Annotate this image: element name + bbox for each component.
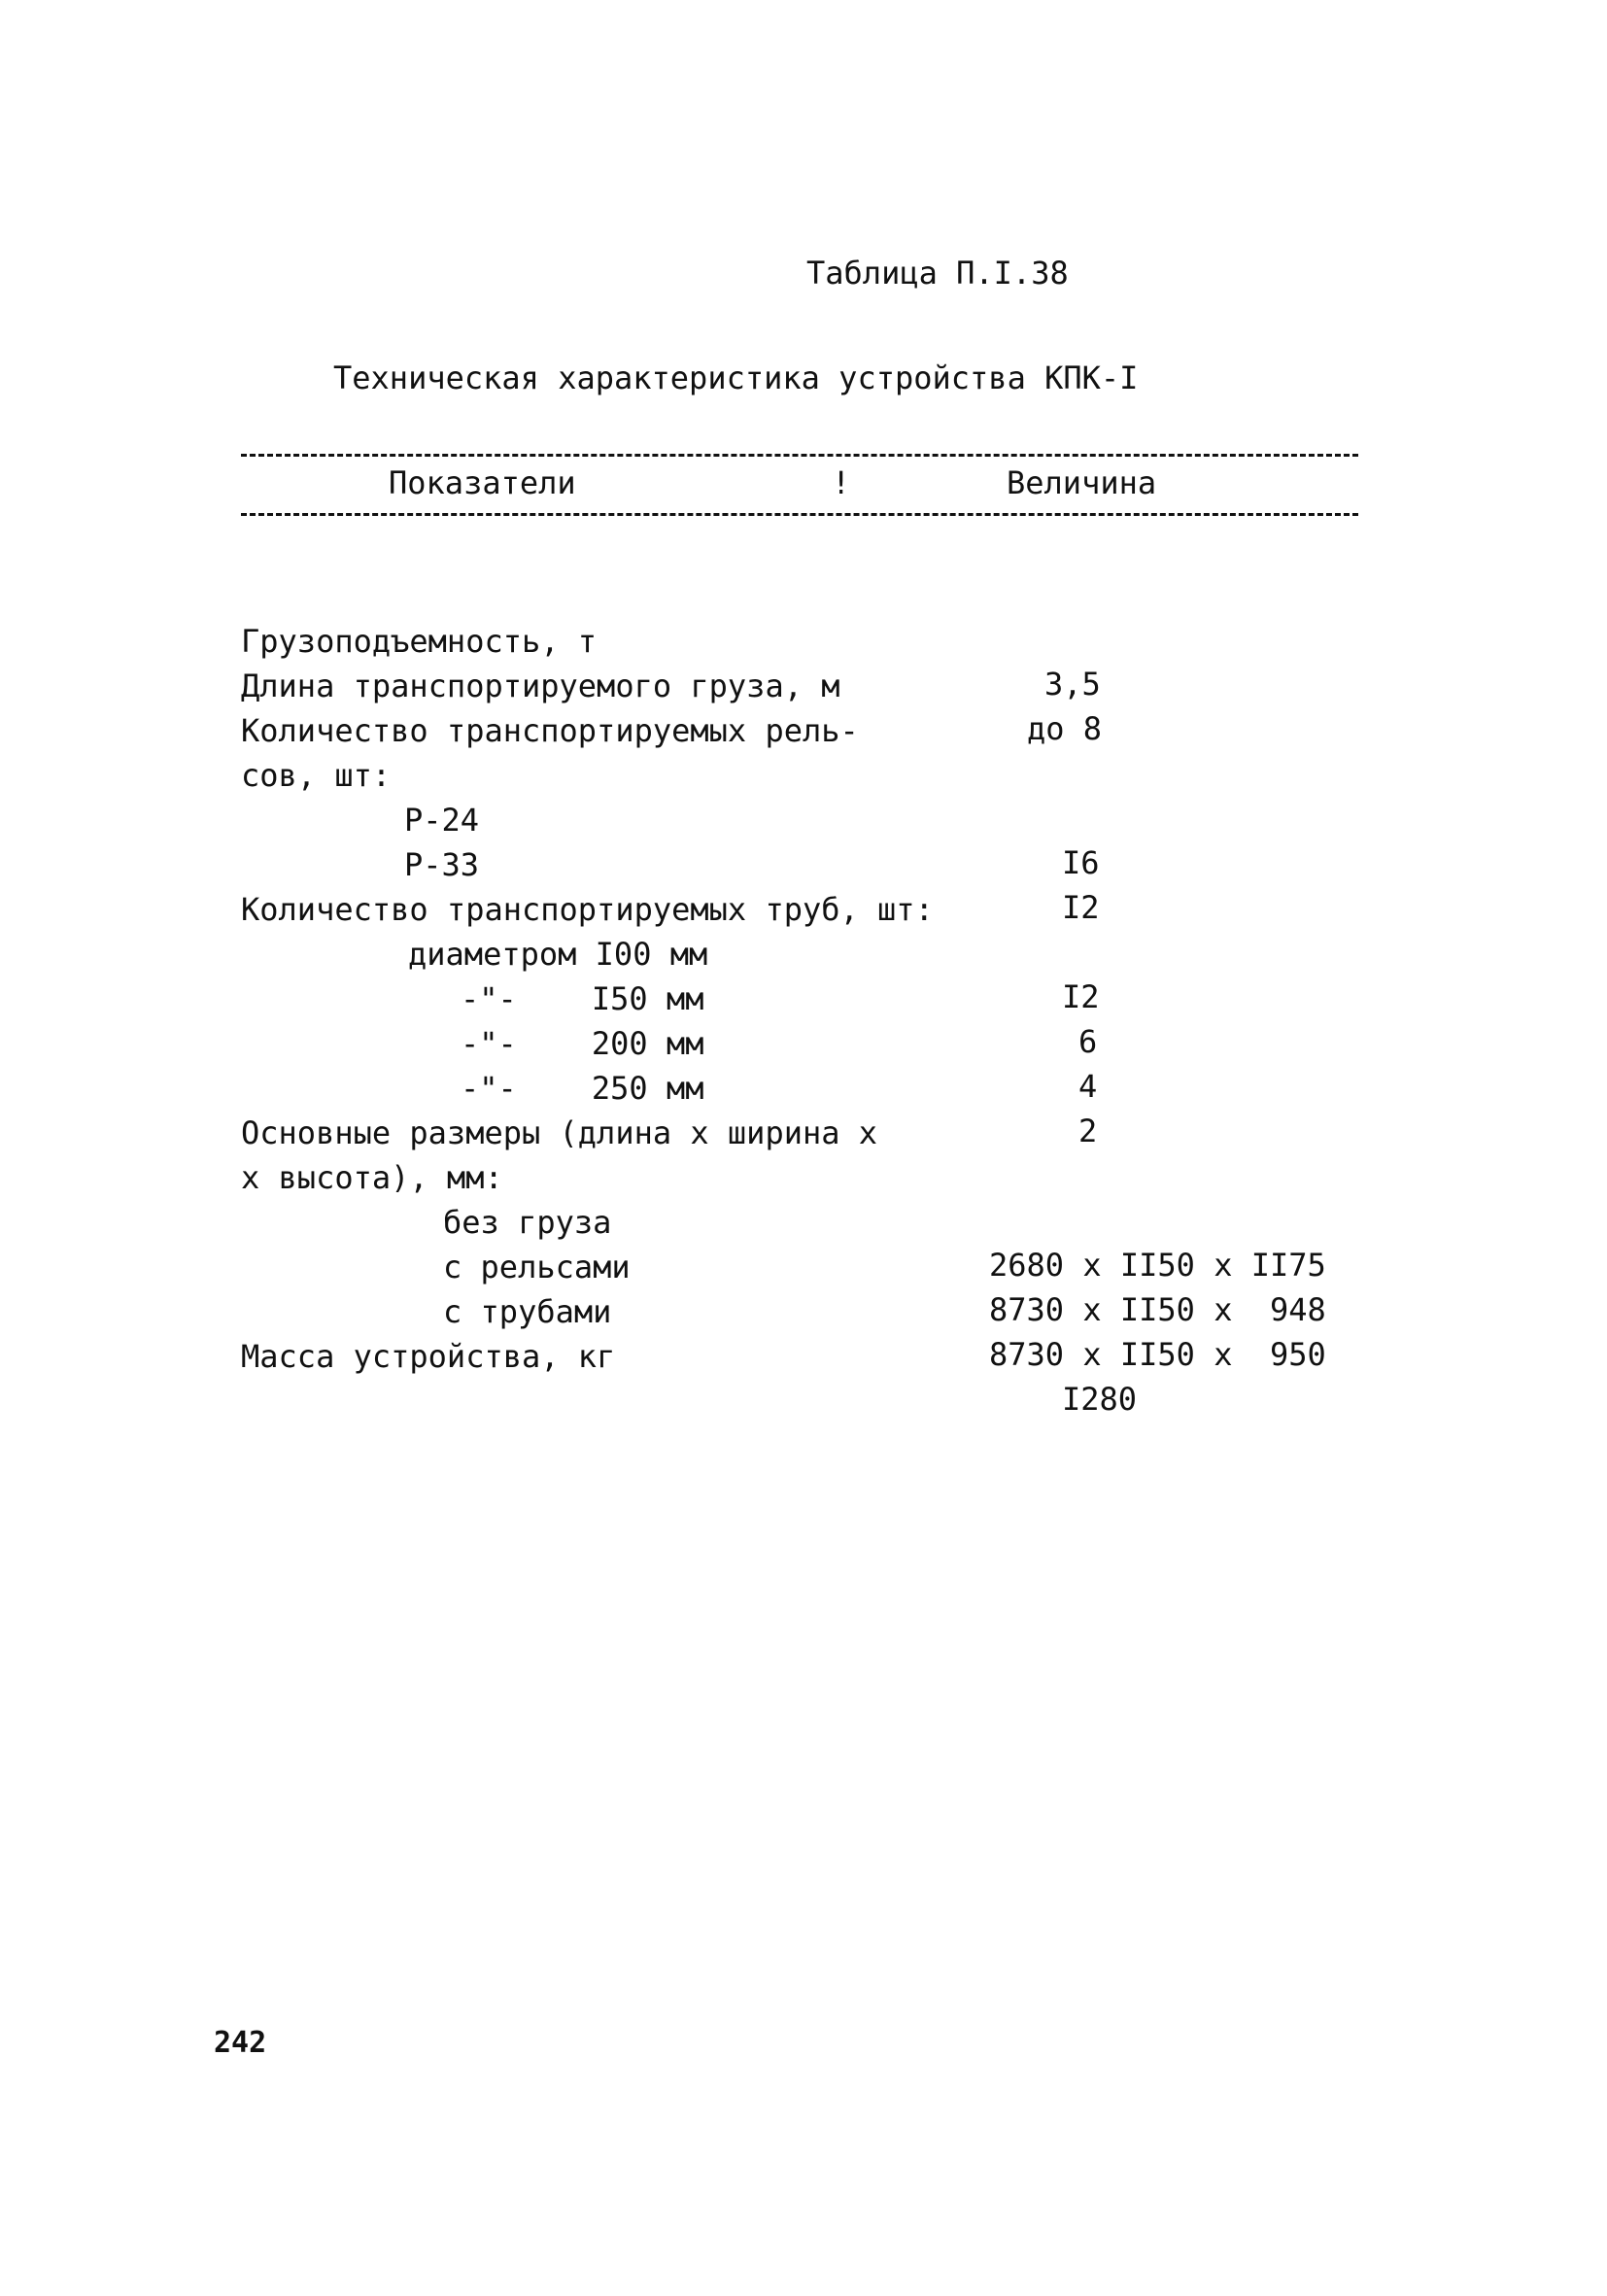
row-value: 8730 х II50 х 948 (989, 1291, 1326, 1328)
row-label: Масса устройства, кг (241, 1338, 616, 1375)
table-row (0, 1114, 503, 1196)
row-value: 2680 х II50 х II75 (989, 1247, 1326, 1284)
row-label: -"- I50 мм (461, 980, 704, 1017)
row-value: 8730 х II50 х 950 (989, 1336, 1326, 1373)
row-value: до 8 (1027, 710, 1103, 747)
row-label: сов, шт: (241, 757, 392, 794)
row-label: Основные размеры (длина х ширина х (241, 1114, 878, 1151)
header-separator: ! (832, 464, 851, 501)
row-label: Р-24 (404, 802, 480, 839)
row-label: Количество транспортируемых труб, шт: (241, 891, 934, 928)
row-label: Длина транспортируемого груза, м (241, 668, 840, 704)
table-header-rule (241, 513, 1358, 516)
table-row (0, 711, 392, 794)
row-value: I280 (1062, 1381, 1138, 1418)
row-label: Количество транспортируемых рель- (241, 712, 859, 749)
row-label: с рельсами (443, 1249, 631, 1285)
row-label: Грузоподъемность, т (241, 623, 598, 660)
header-value: Величина (1007, 464, 1157, 501)
page-number: 242 (214, 2026, 267, 2060)
row-label: с трубами (443, 1293, 612, 1330)
row-value: 6 (1078, 1023, 1098, 1060)
row-label: х высота), мм: (241, 1159, 503, 1196)
row-label: -"- 200 мм (461, 1025, 704, 1062)
row-label: -"- 250 мм (461, 1070, 704, 1107)
row-value: I6 (1062, 844, 1100, 881)
table-number: Таблица П.I.38 (806, 255, 1069, 291)
row-value: 2 (1078, 1113, 1098, 1149)
table-top-rule (241, 454, 1358, 457)
row-label: без груза (443, 1204, 612, 1241)
row-label: диаметром I00 мм (408, 936, 708, 973)
row-value: 4 (1078, 1068, 1098, 1105)
table-title: Техническая характеристика устройства КПК-I (333, 360, 1139, 396)
header-indicators: Показатели (389, 464, 576, 501)
row-value: I2 (1062, 978, 1100, 1015)
row-value: 3,5 (1044, 666, 1101, 703)
row-value: I2 (1062, 889, 1100, 926)
row-label: Р-33 (404, 846, 480, 883)
